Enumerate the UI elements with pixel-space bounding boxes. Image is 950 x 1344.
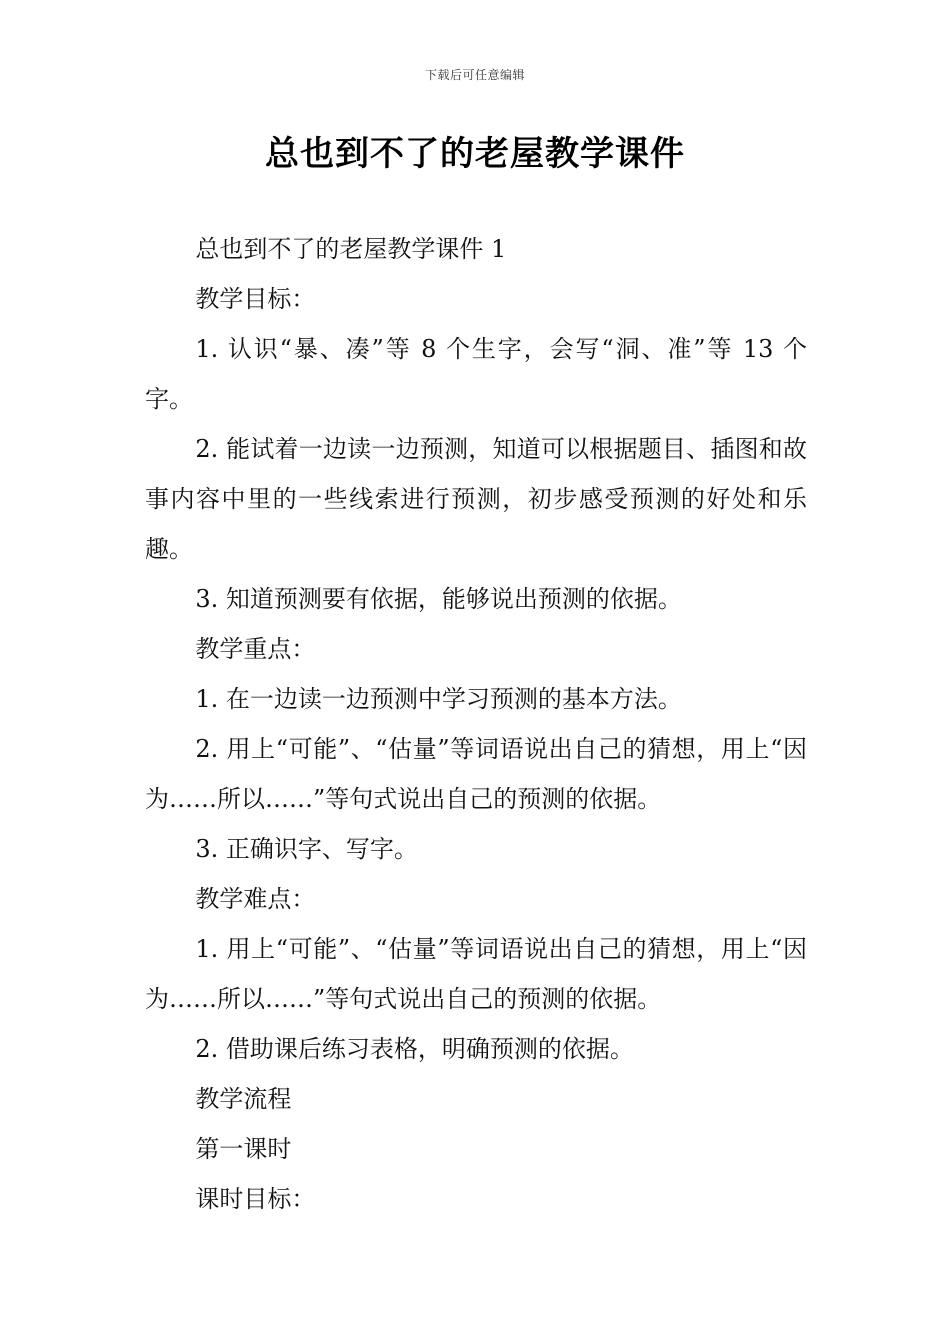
key-point-item-2: 2. 用上“可能”、“估量”等词语说出自己的猜想，用上“因为……所以……”等句式说出自己的预测的依据。 — [145, 735, 807, 813]
heading-teaching-process: 教学流程 — [195, 1085, 292, 1113]
heading-difficulties: 教学难点： — [195, 885, 316, 913]
heading-key-points: 教学重点： — [195, 635, 316, 663]
goal-item-1: 1. 认识“暴、凑”等 8 个生字，会写“洞、准”等 13 个字。 — [145, 335, 807, 413]
key-point-item-3: 3. 正确识字、写字。 — [195, 835, 418, 863]
document-body — [145, 224, 807, 1224]
heading-lesson-goals: 课时目标： — [195, 1185, 316, 1213]
goal-item-3: 3. 知道预测要有依据，能够说出预测的依据。 — [195, 585, 682, 613]
difficulty-item-1: 1. 用上“可能”、“估量”等词语说出自己的猜想，用上“因为……所以……”等句式说出自己的预测的依据。 — [145, 935, 807, 1013]
heading-teaching-goals: 教学目标： — [195, 285, 316, 313]
difficulty-item-2: 2. 借助课后练习表格，明确预测的依据。 — [195, 1035, 634, 1063]
section-subtitle: 总也到不了的老屋教学课件 1 — [195, 235, 507, 263]
header-note: 下载后可任意编辑 — [424, 68, 525, 82]
key-point-item-1: 1. 在一边读一边预测中学习预测的基本方法。 — [195, 685, 682, 713]
heading-first-lesson: 第一课时 — [195, 1135, 292, 1163]
goal-item-2: 2. 能试着一边读一边预测，知道可以根据题目、插图和故事内容中里的一些线索进行预测，初步感受预测的好处和乐趣。 — [145, 435, 807, 563]
document-title: 总也到不了的老屋教学课件 — [265, 134, 685, 174]
